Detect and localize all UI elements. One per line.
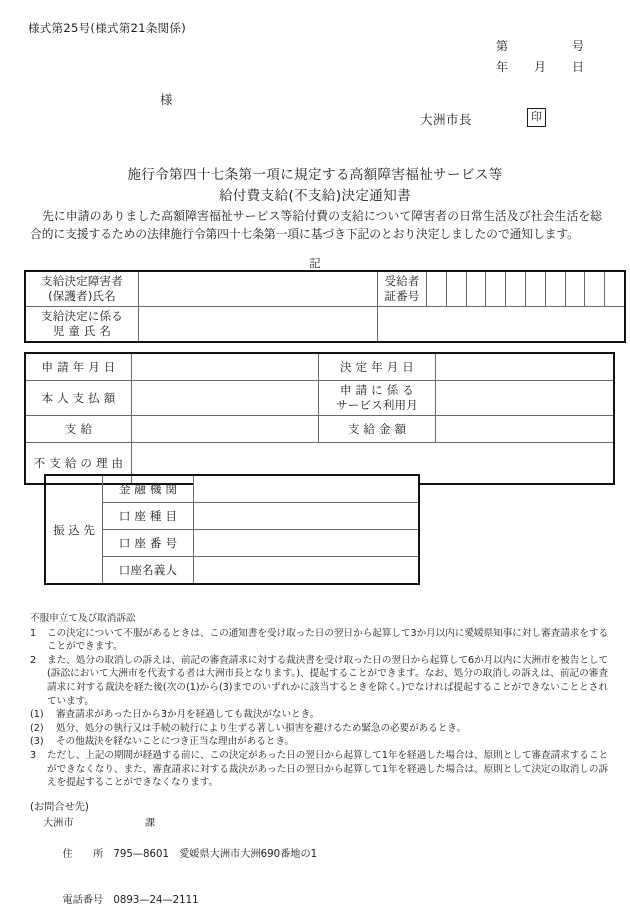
intro-paragraph: 先に申請のありました高額障害福祉サービス等給付費の支給について障害者の日常生活及び社会生活を総合的に支援するための法律施行令第四十七条第一項に基づき下記のとおり決定しましたので通知します。: [30, 208, 602, 243]
contact-address-row: [30, 831, 317, 878]
cert-number-cell[interactable]: [506, 271, 526, 307]
application-date-label: 申 請 年 月 日: [25, 353, 132, 381]
bank-institution-label: 金 融 機 関: [103, 475, 194, 503]
table-row: [25, 416, 614, 443]
notice-subitem-number: (3): [30, 735, 56, 749]
self-payment-label: 本 人 支 払 額: [25, 381, 132, 416]
notice-item-text: この決定について不服があるときは、この通知書を受け取った日の翌日から起算して3か月以内に愛媛県知事に対し審査請求をすることができます。: [47, 627, 608, 654]
appeal-notice-section: [30, 612, 608, 790]
notice-subitem-number: (2): [30, 722, 56, 736]
notice-item-number: 1: [30, 627, 47, 641]
notice-subitem-number: (1): [30, 708, 56, 722]
notice-item-number: 3: [30, 749, 47, 763]
child-name-label-line1: 支給決定に係る: [29, 309, 135, 324]
payment-amount-input[interactable]: [436, 416, 615, 443]
seal-stamp-box: 印: [527, 108, 546, 127]
application-date-input[interactable]: [132, 353, 319, 381]
contact-address-label: 住 所: [62, 849, 103, 860]
contact-section: [30, 800, 317, 924]
account-holder-label: 口座名義人: [103, 557, 194, 585]
bank-transfer-table: [44, 474, 420, 585]
cert-number-cell[interactable]: [525, 271, 545, 307]
table-spacer: [378, 307, 625, 343]
notice-subitem: [30, 722, 608, 736]
table-row: [25, 271, 625, 307]
child-name-input[interactable]: [139, 307, 378, 343]
form-number: 様式第25号(様式第21条関係): [28, 20, 186, 36]
notice-item: [30, 627, 608, 654]
issuer-name: 大洲市長: [420, 110, 472, 128]
service-month-label-line1: 申 請 に 係 る: [322, 383, 432, 398]
table-row: [25, 307, 625, 343]
recipient-name-input[interactable]: [139, 271, 378, 307]
date-year-label: 年: [496, 58, 508, 75]
notice-subitem: [30, 708, 608, 722]
service-month-input[interactable]: [436, 381, 615, 416]
table-row: [45, 475, 419, 503]
bank-institution-input[interactable]: [194, 475, 420, 503]
document-number-prefix: 第: [496, 37, 508, 54]
notice-item-text: また、処分の取消しの訴えは、前記の審査請求に対する裁決書を受け取った日の翌日から起算して6か月以内に大洲市を被告として(訴訟において大洲市を代表する者は大洲市長となります。)、提起することができます。なお、処分の取消しの訴えは、前記の審査請求に対する裁決を経た後(次の(1)から(3)までのいずれかに該当するときを除く。)でなければ提起することができないこととされています。: [47, 654, 608, 708]
recipient-cert-number-label: [378, 271, 427, 307]
decision-date-input[interactable]: [436, 353, 615, 381]
notice-item-number: 2: [30, 654, 47, 668]
payment-input[interactable]: [132, 416, 319, 443]
contact-department: 大洲市 課: [30, 816, 317, 832]
recipient-cert-number-label-line1: 受給者: [381, 274, 423, 289]
contact-tel-label: 電話番号: [62, 895, 103, 906]
payment-label: 支 給: [25, 416, 132, 443]
cert-number-cell[interactable]: [466, 271, 486, 307]
recipient-name-label-line1: 支給決定障害者: [29, 274, 135, 289]
account-type-input[interactable]: [194, 503, 420, 530]
contact-address-value: 795—8601 愛媛県大洲市大洲690番地の1: [113, 849, 317, 860]
addressee-honorific: 様: [160, 90, 173, 108]
non-payment-reason-label: 不 支 給 の 理 由: [25, 443, 132, 485]
contact-tel-row: [30, 878, 317, 924]
document-title-line-1: 施行令第四十七条第一項に規定する高額障害福祉サービス等: [0, 163, 630, 183]
service-month-label: [319, 381, 436, 416]
cert-number-cell[interactable]: [585, 271, 605, 307]
table-row: [25, 353, 614, 381]
cert-number-cell[interactable]: [565, 271, 585, 307]
notice-item: [30, 654, 608, 708]
recipient-name-label: [25, 271, 139, 307]
contact-tel-value: 0893—24—2111: [113, 895, 198, 906]
recipient-table: [24, 270, 626, 343]
account-holder-input[interactable]: [194, 557, 420, 585]
account-number-input[interactable]: [194, 530, 420, 557]
account-number-label: 口 座 番 号: [103, 530, 194, 557]
notice-item-text: ただし、上記の期間が経過する前に、この決定があった日の翌日から起算して1年を経過した場合は、原則として審査請求することができなくなり、また、審査請求に対する裁決があった日の翌日から起算して1年を経過した場合は、原則として決定の取消しの訴えを提起することができなくなります。: [47, 749, 608, 790]
table-row: [25, 381, 614, 416]
notice-subitem-text: その他裁決を経ないことにつき正当な理由があるとき。: [56, 735, 608, 749]
document-title-line-2: 給付費支給(不支給)決定通知書: [0, 184, 630, 204]
cert-number-cell[interactable]: [605, 271, 625, 307]
notice-subitem-text: 処分、処分の執行又は手続の続行により生ずる著しい損害を避けるため緊急の必要があるとき。: [56, 722, 608, 736]
decision-date-label: 決 定 年 月 日: [319, 353, 436, 381]
cert-number-cell[interactable]: [446, 271, 466, 307]
recipient-cert-number-label-line2: 証番号: [381, 289, 423, 304]
cert-number-cell[interactable]: [545, 271, 565, 307]
notice-item: [30, 749, 608, 790]
date-month-label: 月: [534, 58, 546, 75]
recipient-name-label-line2: (保護者)氏名: [29, 289, 135, 304]
notice-subitem-text: 審査請求があった日から3か月を経過しても裁決がないとき。: [56, 708, 608, 722]
payment-amount-label: 支 給 金 額: [319, 416, 436, 443]
self-payment-input[interactable]: [132, 381, 319, 416]
child-name-label: [25, 307, 139, 343]
ki-marker: 記: [0, 255, 630, 271]
document-number-suffix: 号: [572, 37, 584, 54]
contact-heading: (お問合せ先): [30, 800, 317, 816]
cert-number-cell[interactable]: [427, 271, 447, 307]
appeal-notice-title: 不服申立て及び取消訴訟: [30, 612, 608, 626]
date-day-label: 日: [572, 58, 584, 75]
notice-subitem: [30, 735, 608, 749]
service-month-label-line2: サービス利用月: [322, 398, 432, 413]
child-name-label-line2: 児 童 氏 名: [29, 324, 135, 339]
account-type-label: 口 座 種 目: [103, 503, 194, 530]
cert-number-cell[interactable]: [486, 271, 506, 307]
decision-table: [24, 352, 615, 485]
bank-transfer-header: 振 込 先: [45, 475, 103, 584]
